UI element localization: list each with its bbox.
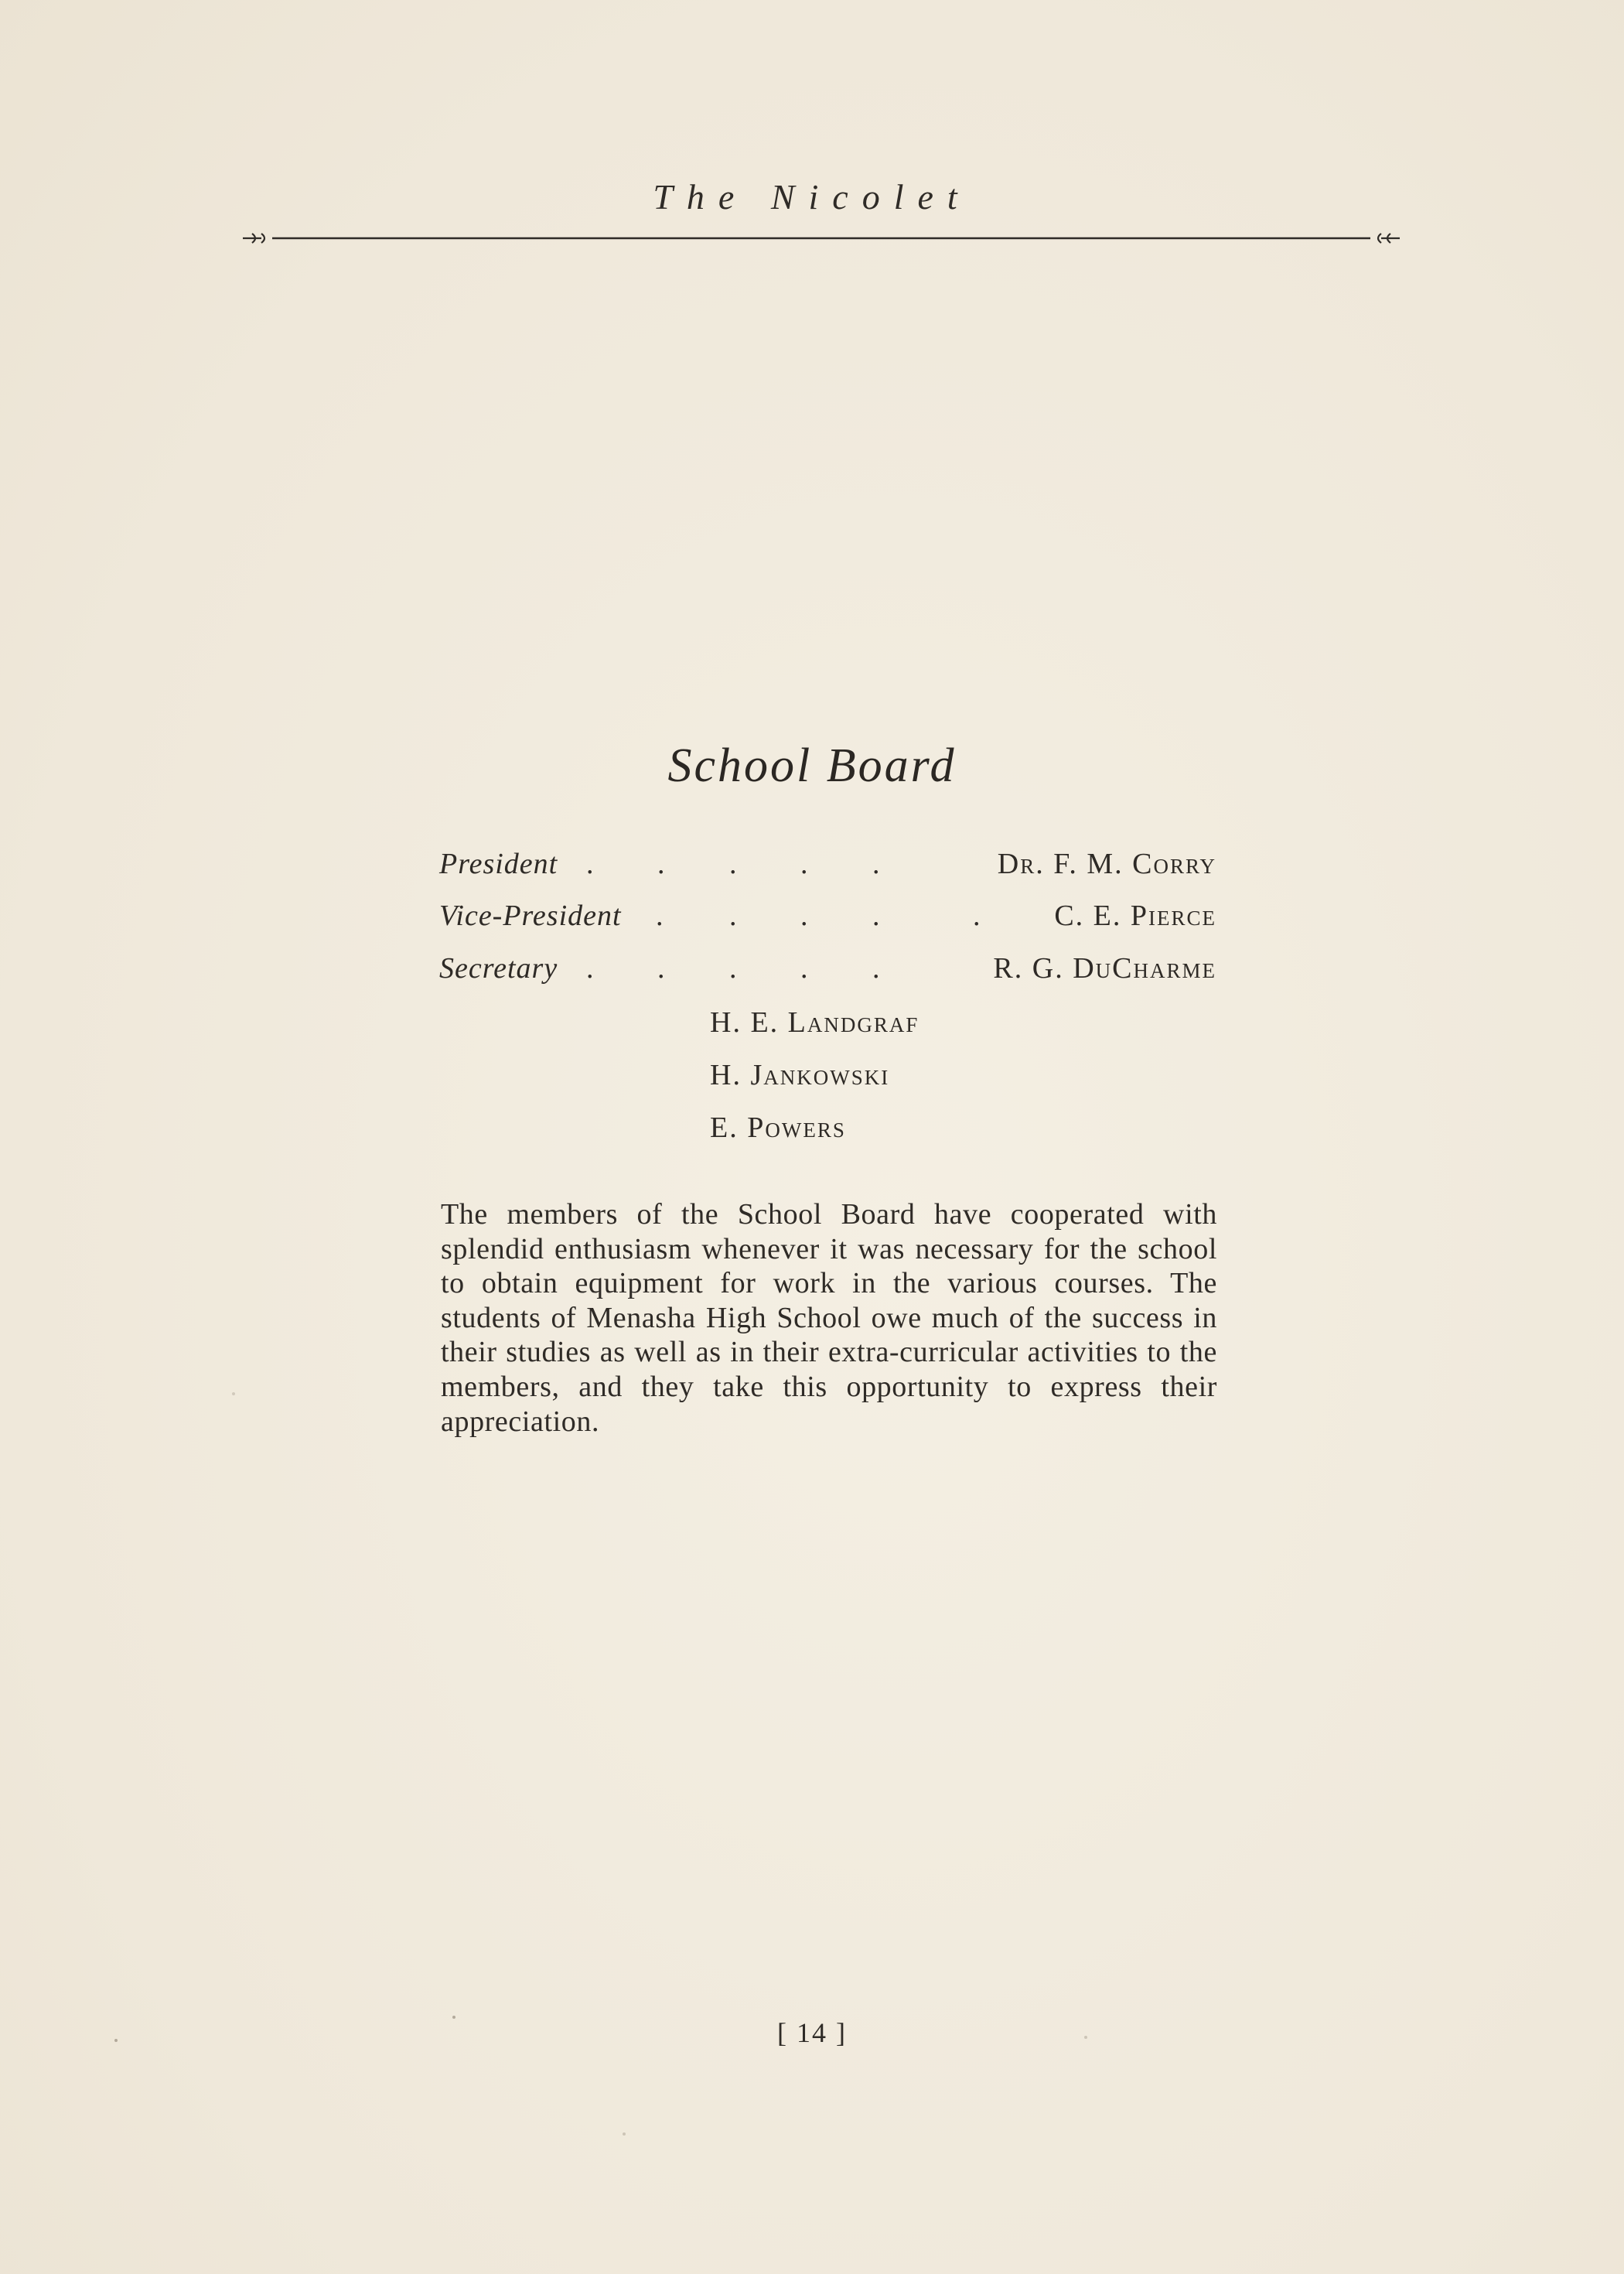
section-title: School Board	[667, 739, 957, 792]
paper-speck	[452, 2016, 455, 2019]
officer-role: President	[439, 848, 558, 880]
officer-role: Vice-President	[439, 900, 622, 932]
officer-name: R. G. DuCharme	[993, 952, 1216, 985]
officer-row-secretary: Secretary . . . . . R. G. DuCharme	[439, 952, 1216, 985]
officer-row-president: President . . . . . Dr. F. M. Corry	[439, 848, 1216, 880]
header-rule-ornament	[241, 229, 1401, 248]
paper-speck	[114, 2039, 118, 2042]
paper-speck	[232, 1392, 235, 1395]
officer-role: Secretary	[439, 952, 558, 985]
running-title: The Nicolet	[653, 177, 971, 217]
board-member: H. Jankowski	[710, 1059, 890, 1091]
paper-speck	[1084, 2036, 1087, 2039]
officer-name: Dr. F. M. Corry	[997, 848, 1216, 880]
board-member: H. E. Landgraf	[710, 1006, 919, 1039]
board-member: E. Powers	[710, 1111, 846, 1144]
officer-row-vice-president: Vice-President . . . . . C. E. Pierce	[439, 900, 1216, 932]
page-number: [ 14 ]	[777, 2017, 847, 2048]
paper-speck	[623, 2132, 626, 2136]
officer-name: C. E. Pierce	[1054, 900, 1216, 932]
body-paragraph: The members of the School Board have cooperated with splendid enthusiasm whenever it was necessary for the school to obtain equipment for work in the various courses. The students of Menasha High School owe much of the success in their studies as well as in their extra-curricular activities to the members, and they take this opportunity to express their appreciation.	[441, 1198, 1217, 1438]
